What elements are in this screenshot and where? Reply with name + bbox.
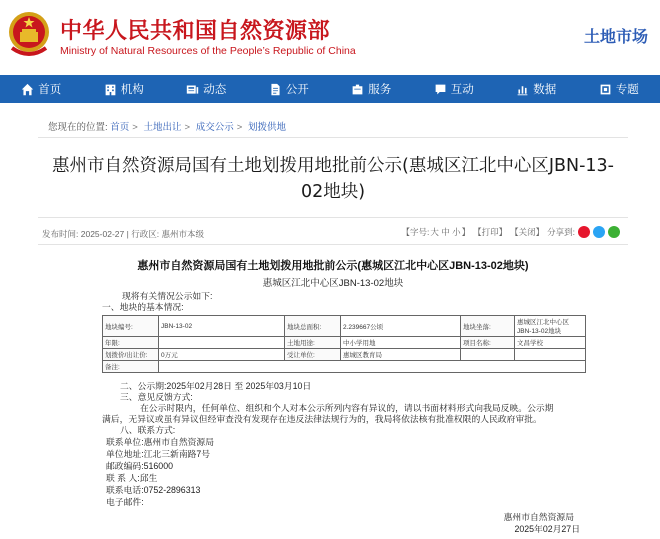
close-button[interactable]: 【关闭】 <box>510 227 545 237</box>
article-title-line: 惠州市自然资源局国有土地划拨用地批前公示(惠城区江北中心区JBN-13- <box>52 156 614 176</box>
site-subtitle: Ministry of Natural Resources of the People’s Republic of China <box>60 45 356 57</box>
document-icon <box>269 83 282 96</box>
table-cell: 惠城区教育局 <box>341 349 461 361</box>
divider <box>38 217 628 218</box>
publish-label: 发布时间: <box>42 229 79 239</box>
table-cell: 0万元 <box>159 349 285 361</box>
region-label: 行政区: <box>131 229 160 239</box>
article-tools <box>401 226 620 238</box>
nav-item-label: 数据 <box>533 84 557 96</box>
nav-item-label: 首页 <box>38 84 62 96</box>
paragraph-line: 在公示时限内，任何单位、组织和个人对本公示所列内容有异议的，请以书面材料形式向我局反映。公示期 <box>140 403 554 413</box>
nav-item-service[interactable] <box>330 75 413 103</box>
nav-item-label: 服务 <box>368 84 392 96</box>
signature-org: 惠州市自然资源局 <box>503 512 574 522</box>
table-cell: 地块坐落: <box>461 316 515 337</box>
table-cell: 年限: <box>103 337 159 349</box>
breadcrumb-prefix: 您现在的位置: <box>48 122 108 133</box>
notice-intro: 现将有关情况公示如下: <box>122 291 213 301</box>
table-cell: 文昌学校 <box>515 337 586 349</box>
font-size-end: 】 <box>461 227 471 237</box>
notice-subtitle: 惠城区江北中心区JBN-13-02地块 <box>262 278 404 289</box>
national-emblem-icon <box>6 8 52 60</box>
breadcrumb-link[interactable]: 首页 <box>110 122 130 133</box>
nav-item-label: 专题 <box>615 84 639 96</box>
chat-icon <box>434 83 447 96</box>
site-header <box>0 0 660 70</box>
table-cell: 2.239667公顷 <box>341 316 461 337</box>
table-cell <box>515 316 586 337</box>
nav-item-label: 动态 <box>203 84 227 96</box>
nav-item-news[interactable] <box>165 75 248 103</box>
table-cell: 地块编号: <box>103 316 159 337</box>
breadcrumb-link[interactable]: 土地出让 <box>143 122 182 133</box>
table-cell: 项目名称: <box>461 337 515 349</box>
nav-item-data[interactable] <box>495 75 578 103</box>
breadcrumb-link[interactable]: 划拨供地 <box>247 122 286 133</box>
paragraph-line: 满后，无异议或虽有异议但经审查没有发现存在违反法律法规行为的，我局将依法核有批准权限的人民政府审批。 <box>102 414 542 424</box>
divider <box>38 244 628 245</box>
publicity-period: 二、公示期:2025年02月28日 至 2025年03月10日 <box>120 381 312 391</box>
contact-line: 单位地址:江北三新南路7号 <box>106 449 211 459</box>
qzone-icon[interactable] <box>593 226 605 238</box>
parcel-info-table <box>102 315 586 373</box>
nav-item-topic[interactable] <box>578 75 660 103</box>
table-cell <box>159 361 586 373</box>
building-icon <box>104 83 117 96</box>
nav-item-label: 互动 <box>450 84 474 96</box>
table-cell <box>515 349 586 361</box>
signature-date: 2025年02月27日 <box>514 524 580 534</box>
table-cell: 受让单位: <box>285 349 341 361</box>
wechat-icon[interactable] <box>608 226 620 238</box>
table-cell-line: 惠城区江北中心区 <box>517 319 569 326</box>
region-value: 惠州市本级 <box>161 229 204 239</box>
nav-item-interact[interactable] <box>413 75 496 103</box>
site-title[interactable]: 中华人民共和国自然资源部 <box>60 19 331 44</box>
breadcrumb: 您现在的位置: 首页 > 土地出让 > 成交公示 > 划拨供地 <box>48 122 286 133</box>
table-cell: JBN-13-02 <box>159 316 285 337</box>
table-row <box>103 337 586 349</box>
notice-title: 惠州市自然资源局国有土地划拨用地批前公示(惠城区江北中心区JBN-13-02地块) <box>137 260 529 272</box>
article-container <box>38 111 628 539</box>
nav-item-label: 公开 <box>285 84 309 96</box>
article-meta: 发布时间: 2025-02-27 | 行政区: 惠州市本级 <box>42 229 204 239</box>
contact-line: 电子邮件: <box>106 497 144 507</box>
main-nav <box>0 75 660 103</box>
nav-item-label: 机构 <box>120 84 144 96</box>
nav-item-org[interactable] <box>83 75 166 103</box>
nav-item-home[interactable] <box>0 75 83 103</box>
table-cell: 地块总面积: <box>285 316 341 337</box>
service-icon <box>351 83 364 96</box>
article-title-line: 02地块) <box>300 182 366 202</box>
table-cell-line: JBN-13-02地块 <box>517 328 562 335</box>
section-title[interactable]: 土地市场 <box>583 27 648 46</box>
contact-line: 联 系 人:邱生 <box>106 473 158 483</box>
news-icon <box>186 83 199 96</box>
section-heading: 一、地块的基本情况: <box>102 302 184 312</box>
nav-item-public[interactable] <box>248 75 331 103</box>
topic-icon <box>599 83 612 96</box>
divider <box>38 137 628 138</box>
article-title <box>38 153 628 205</box>
table-cell: 备注: <box>103 361 159 373</box>
weibo-icon[interactable] <box>578 226 590 238</box>
section-heading: 八、联系方式: <box>120 425 176 435</box>
contact-line: 邮政编码:516000 <box>106 461 173 471</box>
table-row <box>103 361 586 373</box>
publish-date: 2025-02-27 <box>80 229 125 239</box>
chart-icon <box>516 83 529 96</box>
table-row <box>103 316 586 337</box>
print-button[interactable]: 【打印】 <box>473 227 508 237</box>
table-cell <box>461 349 515 361</box>
table-cell: 土地用途: <box>285 337 341 349</box>
contact-line: 联系单位:惠州市自然资源局 <box>106 437 215 447</box>
share-label: 分享到: <box>547 227 575 237</box>
table-row <box>103 349 586 361</box>
table-cell: 中小学用地 <box>341 337 461 349</box>
table-cell: 划拨价/出让价: <box>103 349 159 361</box>
contact-line: 联系电话:0752-2896313 <box>106 485 201 495</box>
section-heading: 三、意见反馈方式: <box>120 392 193 402</box>
breadcrumb-link[interactable]: 成交公示 <box>195 122 234 133</box>
font-size-options[interactable]: 大 中 小 <box>430 227 461 237</box>
home-icon <box>21 83 34 96</box>
table-cell <box>159 337 285 349</box>
font-size-label: 【字号: <box>401 227 430 237</box>
